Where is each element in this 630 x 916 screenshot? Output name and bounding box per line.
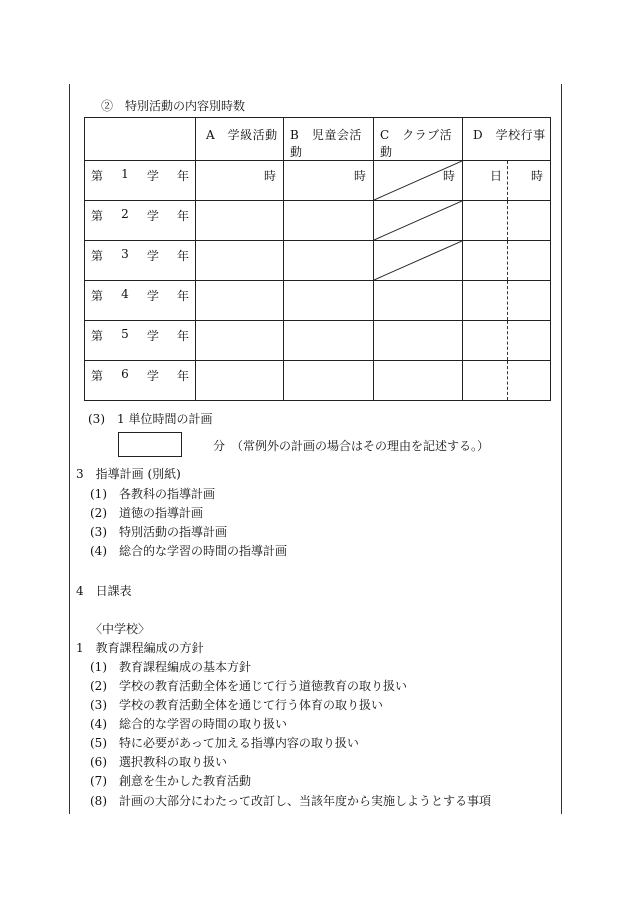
guidance-item: (3) 特別活動の指導計画 xyxy=(90,525,227,539)
cell-a xyxy=(196,321,284,361)
curriculum-item: (8) 計画の大部分にわたって改訂し、当該年度から実施しようとする事項 xyxy=(90,794,492,808)
header-cell-b: B 児童会活動 xyxy=(284,118,374,161)
frame-left-line xyxy=(69,84,70,814)
table-row xyxy=(85,201,551,241)
header-cell-a: A 学級活動 xyxy=(196,118,284,161)
cell-c xyxy=(374,321,463,361)
table-row xyxy=(85,241,551,281)
cell-b xyxy=(284,361,374,401)
row-label: 第 5 学 年 xyxy=(85,321,196,361)
cell-b xyxy=(284,281,374,321)
cell-b xyxy=(284,201,374,241)
cell-a xyxy=(196,281,284,321)
guidance-item: (2) 道徳の指導計画 xyxy=(90,506,203,520)
curriculum-item: (1) 教育課程編成の基本方針 xyxy=(90,660,251,674)
table-row xyxy=(85,361,551,401)
cell-d xyxy=(463,361,551,401)
minutes-input-box xyxy=(118,432,182,457)
row-label: 第 1 学 年 xyxy=(85,161,196,201)
diagonal-line xyxy=(374,241,462,280)
table-row xyxy=(85,161,551,201)
curriculum-item: (4) 総合的な学習の時間の取り扱い xyxy=(90,717,287,731)
unit-plan-note: 分 （常例外の計画の場合はその理由を記述する。） xyxy=(213,439,490,453)
special-activities-table xyxy=(84,117,551,401)
cell-a xyxy=(196,241,284,281)
diagonal-line xyxy=(374,201,462,240)
unit-plan-label: (3) 1 単位時間の計画 xyxy=(88,412,213,426)
cell-d xyxy=(463,241,551,281)
section-title: ② 特別活動の内容別時数 xyxy=(101,99,246,113)
cell-b xyxy=(284,321,374,361)
guidance-item: (1) 各教科の指導計画 xyxy=(90,487,215,501)
row-label: 第 3 学 年 xyxy=(85,241,196,281)
cell-b xyxy=(284,241,374,281)
curriculum-heading: 1 教育課程編成の方針 xyxy=(76,641,204,655)
cell-d: 日 時 xyxy=(463,161,551,201)
curriculum-item: (5) 特に必要があって加える指導内容の取り扱い xyxy=(90,736,359,750)
row-label: 第 6 学 年 xyxy=(85,361,196,401)
cell-b: 時 xyxy=(284,161,374,201)
table-header-row xyxy=(85,118,551,161)
cell-a xyxy=(196,361,284,401)
curriculum-item: (2) 学校の教育活動全体を通じて行う道徳教育の取り扱い xyxy=(90,679,408,693)
curriculum-item: (3) 学校の教育活動全体を通じて行う体育の取り扱い xyxy=(90,698,384,712)
cell-c xyxy=(374,281,463,321)
cell-d xyxy=(463,281,551,321)
cell-d xyxy=(463,321,551,361)
guidance-heading: 3 指導計画 (別紙) xyxy=(76,467,181,481)
header-cell-c: C クラブ活動 xyxy=(374,118,463,161)
guidance-item: (4) 総合的な学習の時間の指導計画 xyxy=(90,544,287,558)
table-row xyxy=(85,321,551,361)
row-label: 第 2 学 年 xyxy=(85,201,196,241)
frame-right-line xyxy=(561,84,562,814)
cell-d xyxy=(463,201,551,241)
cell-c: 時 xyxy=(374,161,463,201)
timetable-heading: 4 日課表 xyxy=(76,584,132,598)
cell-c xyxy=(374,361,463,401)
cell-a: 時 xyxy=(196,161,284,201)
junior-high-label: 〈中学校〉 xyxy=(90,622,151,636)
cell-c xyxy=(374,201,463,241)
curriculum-item: (6) 選択教科の取り扱い xyxy=(90,755,227,769)
cell-a xyxy=(196,201,284,241)
cell-c xyxy=(374,241,463,281)
header-cell-d: D 学校行事 xyxy=(463,118,551,161)
curriculum-item: (7) 創意を生かした教育活動 xyxy=(90,774,251,788)
table-row xyxy=(85,281,551,321)
header-blank-cell xyxy=(85,118,196,161)
row-label: 第 4 学 年 xyxy=(85,281,196,321)
